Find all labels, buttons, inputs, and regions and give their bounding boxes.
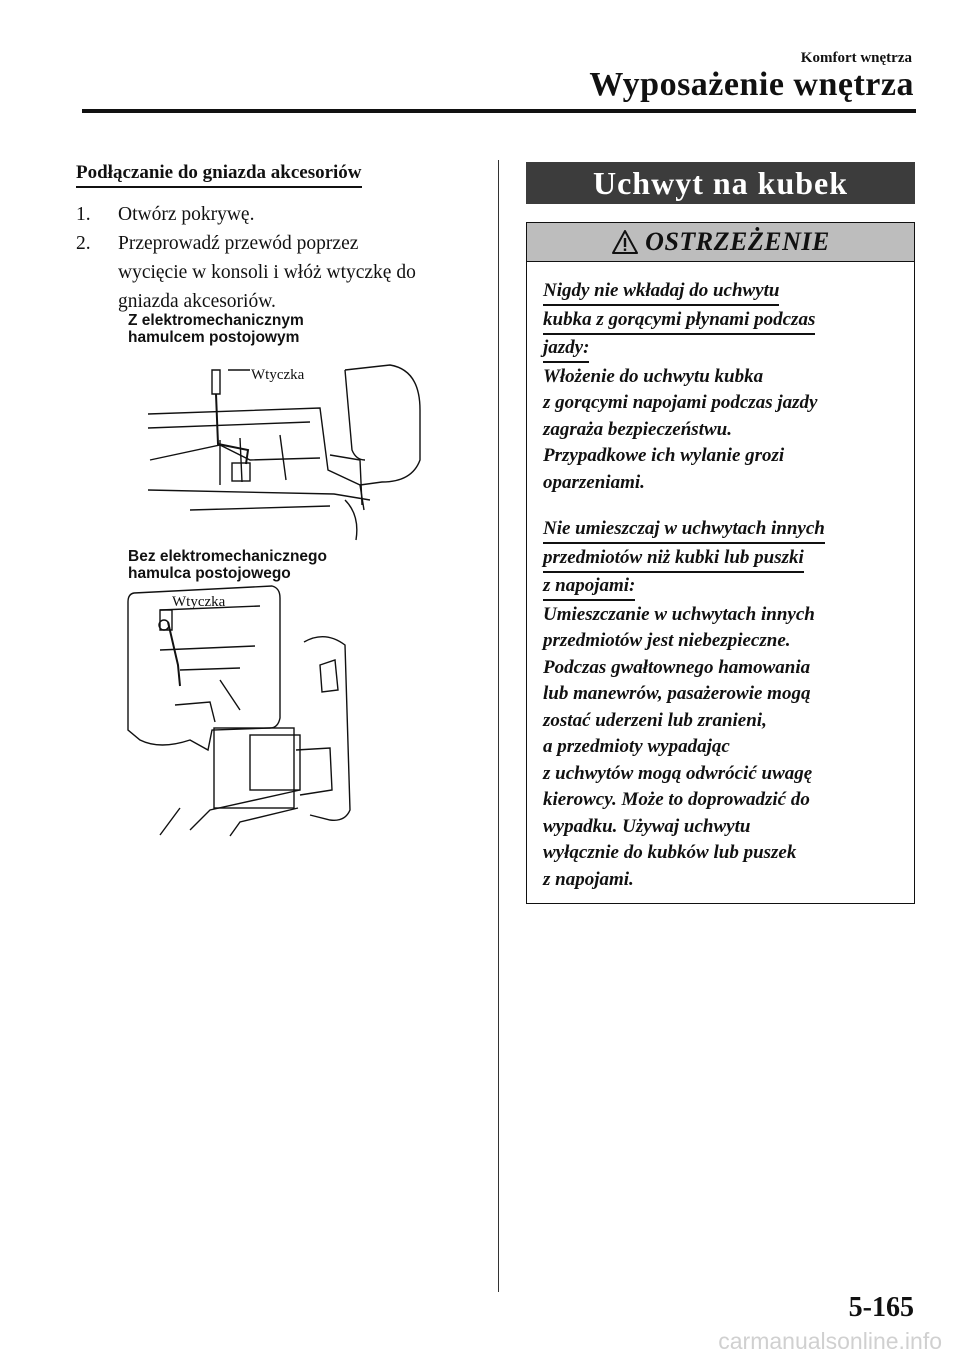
warning-text: wypadku. Używaj uchwytu <box>543 815 751 837</box>
warning-text: Umieszczanie w uchwytach innych <box>543 603 815 625</box>
caption-line: hamulca postojowego <box>128 565 291 582</box>
warning-text: z uchwytów mogą odwrócić uwagę <box>543 762 813 784</box>
warning-headline: przedmiotów niż kubki lub puszki <box>543 546 804 573</box>
section-band-title: Uchwyt na kubek <box>526 162 915 204</box>
caption-line: Z elektromechanicznym <box>128 312 304 329</box>
console-illustration <box>120 310 440 840</box>
warning-text: Podczas gwałtownego hamowania <box>543 656 811 678</box>
caption-line: hamulcem postojowym <box>128 329 300 346</box>
watermark: carmanualsonline.info <box>718 1328 942 1354</box>
warning-box <box>526 222 915 904</box>
warning-triangle-icon <box>611 229 639 255</box>
warning-headline: Nie umieszczaj w uchwytach innych <box>543 517 825 544</box>
caption-line: Bez elektromechanicznego <box>128 548 327 565</box>
warning-body <box>527 262 914 893</box>
warning-headline: jazdy: <box>543 336 589 363</box>
page-number: 5-165 <box>848 1292 914 1323</box>
warning-headline: z napojami: <box>543 574 635 601</box>
right-column <box>526 162 915 904</box>
warning-text: wyłącznie do kubków lub puszek <box>543 842 797 863</box>
step-number: 1. <box>76 204 91 225</box>
warning-text: zostać uderzeni lub zranieni, <box>543 709 767 731</box>
warning-text: lub manewrów, pasażerowie mogą <box>543 683 811 704</box>
warning-title: OSTRZEŻENIE <box>645 227 830 256</box>
label-plug-bottom: Wtyczka <box>172 594 226 610</box>
left-column <box>76 162 476 316</box>
step-text: wycięcie w konsoli i włóż wtyczkę do <box>118 262 416 283</box>
warning-text: Przypadkowe ich wylanie grozi <box>543 445 785 466</box>
warning-text: kierowcy. Może to doprowadzić do <box>543 789 810 810</box>
header-subtitle: Komfort wnętrza <box>800 50 912 66</box>
warning-header <box>527 223 914 262</box>
warning-text: Włożenie do uchwytu kubka <box>543 365 764 387</box>
steps-list <box>76 200 476 316</box>
warning-text: zagraża bezpieczeństwu. <box>543 418 732 440</box>
warning-text: a przedmioty wypadając <box>543 736 730 757</box>
step-text: gniazda akcesoriów. <box>118 291 276 312</box>
step-2 <box>76 229 476 316</box>
warning-text: z napojami. <box>543 868 634 890</box>
step-number: 2. <box>76 233 91 254</box>
step-text: Otwórz pokrywę. <box>118 204 255 225</box>
warning-headline: kubka z gorącymi płynami podczas <box>543 308 815 335</box>
step-text: Przeprowadź przewód poprzez <box>118 233 359 254</box>
warning-text: oparzeniami. <box>543 471 645 493</box>
warning-headline: Nigdy nie wkładaj do uchwytu <box>543 279 779 306</box>
warning-text: z gorącymi napojami podczas jazdy <box>543 392 818 413</box>
column-divider <box>498 160 499 1292</box>
warning-text: przedmiotów jest niebezpieczne. <box>543 630 791 651</box>
warning-paragraph-1 <box>543 278 898 496</box>
header-title: Wyposażenie wnętrza <box>589 66 914 103</box>
section-heading: Podłączanie do gniazda akcesoriów <box>76 162 362 188</box>
header-rule <box>82 109 916 113</box>
step-1 <box>76 200 476 229</box>
figure-caption-bottom <box>128 548 327 582</box>
warning-paragraph-2 <box>543 516 898 893</box>
label-plug-top: Wtyczka <box>251 367 305 383</box>
